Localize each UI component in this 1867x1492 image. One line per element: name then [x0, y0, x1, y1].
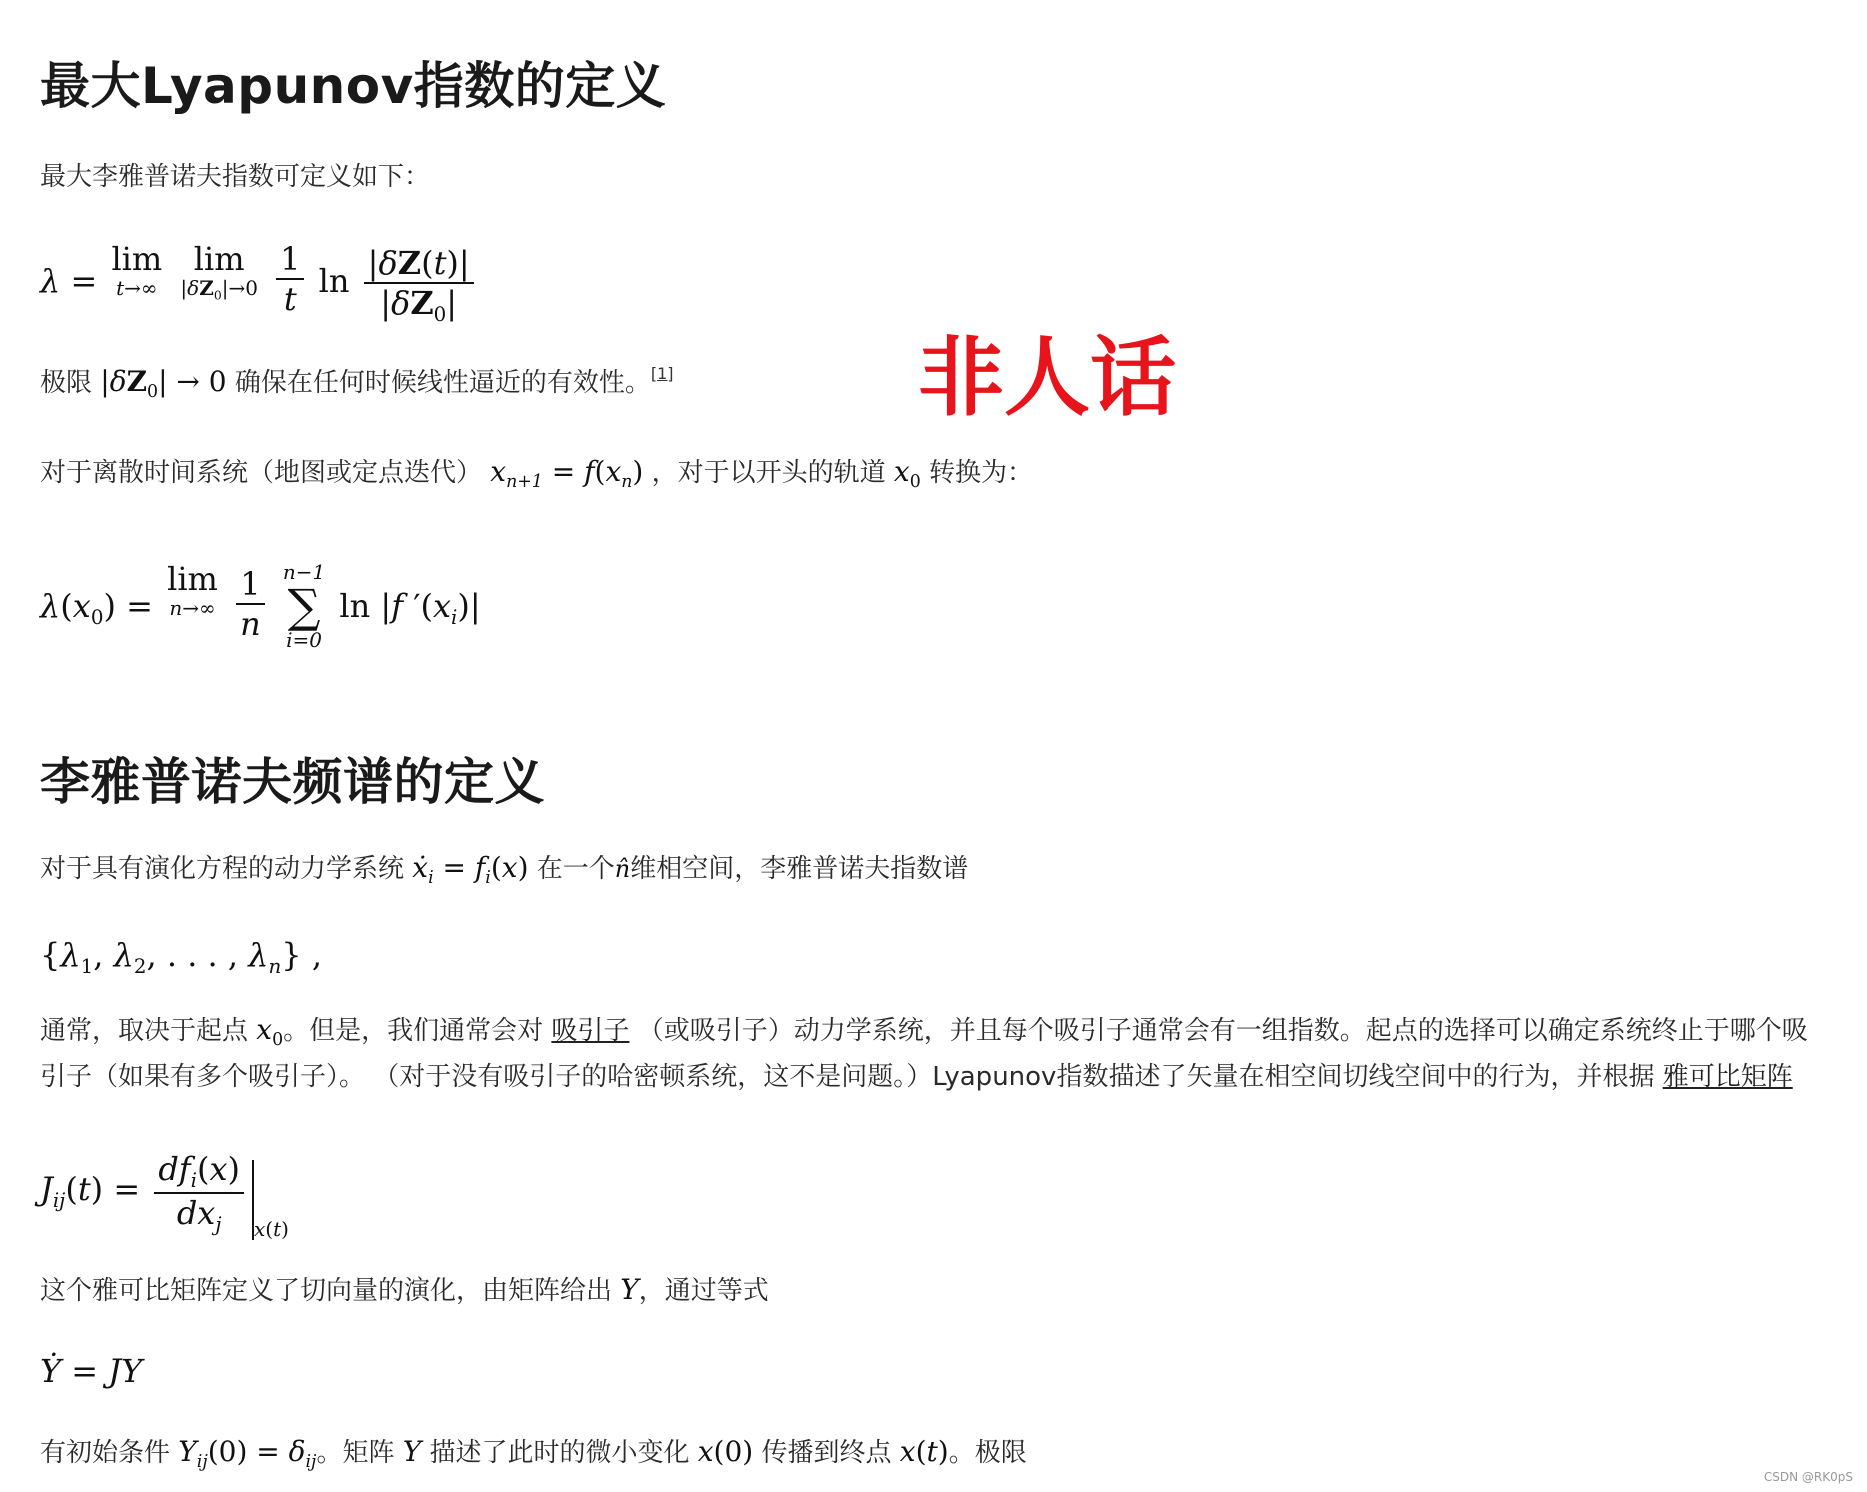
- discrete-sentence: [40, 452, 1033, 492]
- intro-text-post: 维相空间，李雅普诺夫指数谱: [630, 854, 969, 884]
- formula-jacobian: $J_{ij}(t)$ = $\frac{df_i(x)}{dx_j}$ $_{x(t)}$: [40, 1150, 289, 1241]
- formula-y-evolution: Ẏ = JY: [40, 1352, 143, 1390]
- discrete-text-post: 转换为：: [929, 458, 1034, 488]
- section1-intro: 最大李雅普诺夫指数可定义如下：: [40, 162, 431, 192]
- spectrum-set-math: {$\lambda_1$, $\lambda_2$, . . . , $\lambda_n$} ,: [40, 936, 322, 978]
- initial-condition-sentence: [40, 1432, 1027, 1472]
- initial-text-mid2: 描述了此时的微小变化: [429, 1438, 690, 1468]
- formula-max-lyapunov: λ = lim t→∞ lim $|\delta Z_0|\to 0$ $\frac{1}{t}$ ln $\frac{|\delta Z(t)|}{|\delta Z_0|}$: [40, 240, 478, 326]
- matrix-y-math: Y: [620, 1273, 639, 1306]
- intro-text-mid: 在一个: [536, 854, 615, 884]
- orbit-start-math: $x_0$: [893, 455, 921, 493]
- xt-math: x(t): [899, 1435, 949, 1468]
- para-text-b: 。但是，我们通常会对: [283, 1016, 544, 1046]
- limit-text-pre: 极限: [40, 368, 93, 398]
- para-text-a: 通常，取决于起点: [40, 1016, 249, 1046]
- limit-text-post: 确保在任何时候线性逼近的有效性。: [234, 368, 651, 398]
- jacobian-text-pre: 这个雅可比矩阵定义了切向量的演化，由矩阵给出: [40, 1276, 613, 1306]
- initial-text-post: 。极限: [948, 1438, 1027, 1468]
- jacobian-text-post: ，通过等式: [638, 1276, 769, 1306]
- footnote-link[interactable]: [1]: [650, 364, 674, 383]
- watermark: CSDN @RK0pS: [1763, 1470, 1853, 1484]
- section1-title: 最大Lyapunov指数的定义: [40, 57, 667, 115]
- paragraph-line-2: [40, 1056, 1793, 1093]
- para-text-2: 引子（如果有多个吸引子）。 （对于没有吸引子的哈密顿系统，这不是问题。）Lyapunov指数描述了矢量在相空间切线空间中的行为，并根据: [40, 1062, 1655, 1092]
- discrete-map-math: $x_{n+1} = f(x_n)$: [490, 455, 644, 493]
- limit-sentence: [40, 362, 674, 402]
- discrete-text-pre: 对于离散时间系统（地图或定点迭代）: [40, 458, 483, 488]
- formula-discrete-lyapunov: $\lambda(x_0) = \lim$ n→∞ $\frac{1}{n}$ n−1 ∑ i=0 ln |f $'(x_i)|$: [40, 560, 481, 652]
- attractor-link[interactable]: 吸引子: [551, 1016, 630, 1046]
- initial-text-pre: 有初始条件: [40, 1438, 171, 1468]
- paragraph-line-1: [40, 1010, 1808, 1050]
- evolution-eq-math: ẋ$_i$ = $f_i(x)$: [412, 851, 529, 889]
- dimension-n-math: n̂: [614, 855, 631, 883]
- para-text-c: （或吸引子）动力学系统，并且每个吸引子通常会有一组指数。起点的选择可以确定系统终止于哪个吸: [637, 1016, 1808, 1046]
- jacobian-sentence: [40, 1270, 769, 1307]
- discrete-text-mid: ，对于以开头的轨道: [651, 458, 886, 488]
- jacobian-link[interactable]: 雅可比矩阵: [1662, 1062, 1793, 1092]
- limit-math: $|\delta Z_0| \to 0$: [100, 365, 227, 403]
- section2-intro: [40, 848, 968, 888]
- x0-math: x(0): [697, 1435, 754, 1468]
- start-point-math: $x_0$: [256, 1013, 284, 1051]
- stamp-text: 非人话: [918, 328, 1176, 428]
- initial-condition-math: $Y_{ij}(0) = \delta_{ij}$: [178, 1435, 317, 1473]
- initial-text-mid1: 。矩阵: [316, 1438, 395, 1468]
- matrix-y2-math: Y: [402, 1435, 422, 1468]
- initial-text-mid3: 传播到终点: [761, 1438, 892, 1468]
- section2-title: 李雅普诺夫频谱的定义: [40, 753, 545, 811]
- intro-text-pre: 对于具有演化方程的动力学系统: [40, 854, 405, 884]
